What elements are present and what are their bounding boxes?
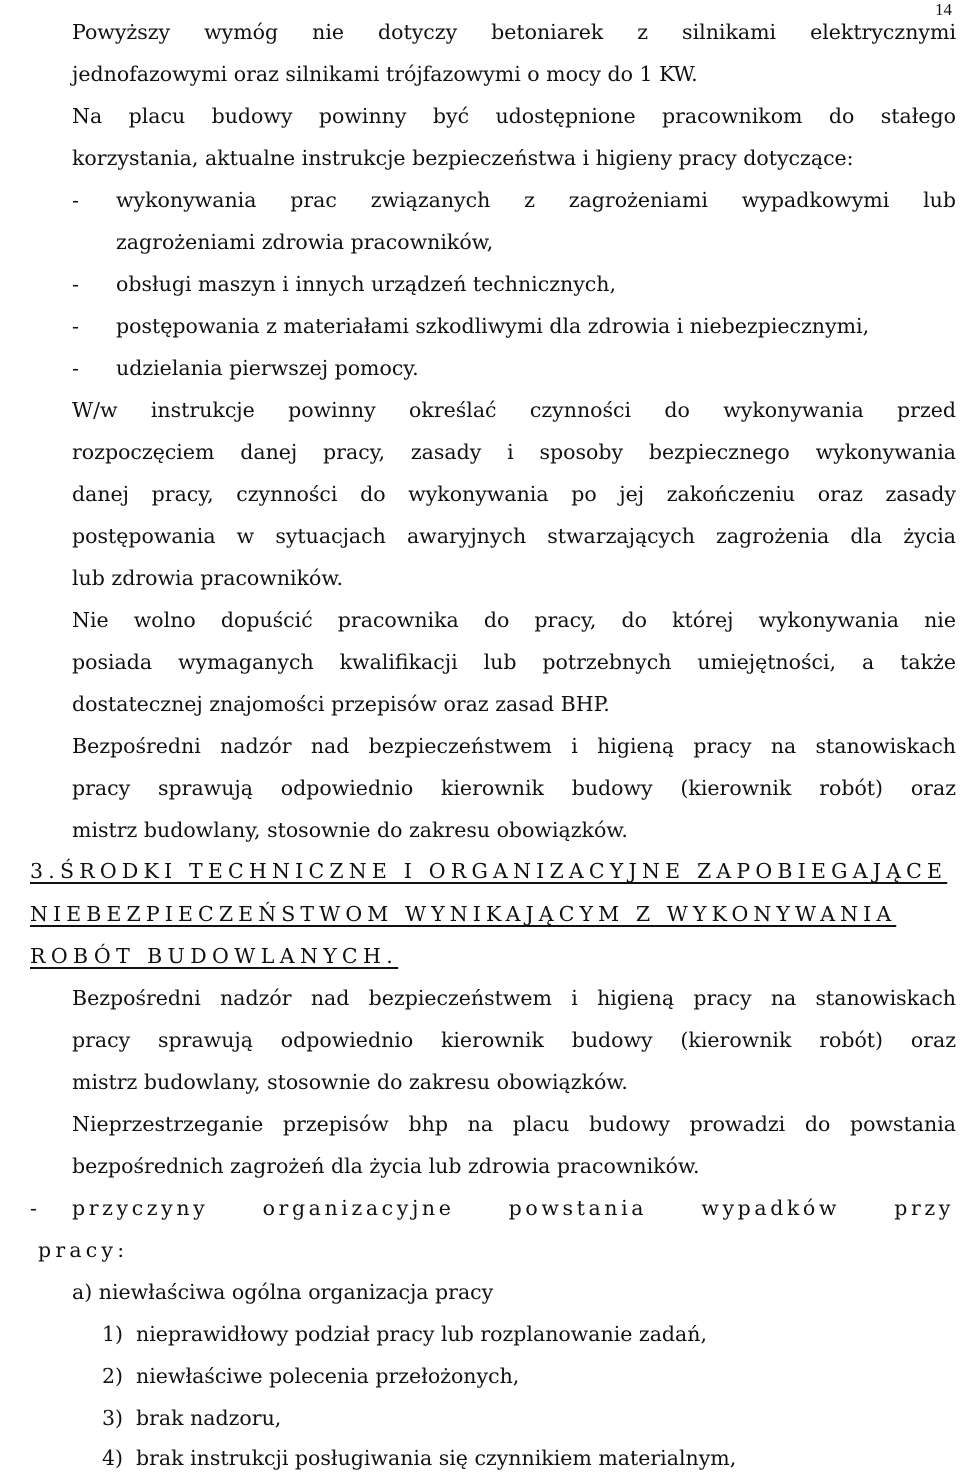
bullet-dash: - (72, 188, 79, 212)
paragraph-line: danej pracy, czynności do wykonywania po jej zakończeniu oraz zasady (72, 482, 956, 506)
bullet-text: zagrożeniami zdrowia pracowników, (116, 230, 494, 254)
paragraph-line: lub zdrowia pracowników. (72, 566, 343, 590)
causes-heading: pracy: (38, 1238, 129, 1262)
bullet-text: obsługi maszyn i innych urządzeń technicznych, (116, 272, 617, 296)
section-heading: NIEBEZPIECZEŃSTWOM WYNIKAJĄCYM Z WYKONYWANIA (30, 902, 897, 926)
bullet-dash: - (72, 356, 79, 380)
paragraph-line: Nie wolno dopuścić pracownika do pracy, do której wykonywania nie (72, 608, 956, 632)
list-item: niewłaściwe polecenia przełożonych, (136, 1364, 520, 1388)
list-item: brak instrukcji posługiwania się czynnikiem materialnym, (136, 1446, 737, 1470)
paragraph-line: pracy sprawują odpowiednio kierownik budowy (kierownik robót) oraz (72, 776, 956, 800)
paragraph-line: Powyższy wymóg nie dotyczy betoniarek z silnikami elektrycznymi (72, 20, 956, 44)
section-heading: 3.ŚRODKI TECHNICZNE I ORGANIZACYJNE ZAPOBIEGAJĄCE (30, 859, 948, 883)
list-item-number: 4) (102, 1446, 124, 1470)
section-heading: ROBÓT BUDOWLANYCH. (30, 944, 399, 968)
causes-dash: - (30, 1196, 37, 1220)
bullet-dash: - (72, 272, 79, 296)
bullet-text: postępowania z materiałami szkodliwymi dla zdrowia i niebezpiecznymi, (116, 314, 870, 338)
paragraph-line: korzystania, aktualne instrukcje bezpieczeństwa i higieny pracy dotyczące: (72, 146, 854, 170)
paragraph-line: postępowania w sytuacjach awaryjnych stwarzających zagrożenia dla życia (72, 524, 956, 548)
list-item: nieprawidłowy podział pracy lub rozplanowanie zadań, (136, 1322, 707, 1346)
paragraph-line: W/w instrukcje powinny określać czynności do wykonywania przed (72, 398, 956, 422)
page-number: 14 (935, 0, 952, 19)
bullet-dash: - (72, 314, 79, 338)
paragraph-line: pracy sprawują odpowiednio kierownik budowy (kierownik robót) oraz (72, 1028, 956, 1052)
paragraph-line: Nieprzestrzeganie przepisów bhp na placu budowy prowadzi do powstania (72, 1112, 956, 1136)
list-item-number: 3) (102, 1406, 124, 1430)
list-item: brak nadzoru, (136, 1406, 282, 1430)
bullet-text: udzielania pierwszej pomocy. (116, 356, 419, 380)
paragraph-line: mistrz budowlany, stosownie do zakresu obowiązków. (72, 1070, 628, 1094)
paragraph-line: bezpośrednich zagrożeń dla życia lub zdrowia pracowników. (72, 1154, 700, 1178)
paragraph-line: dostatecznej znajomości przepisów oraz zasad BHP. (72, 692, 610, 716)
paragraph-line: jednofazowymi oraz silnikami trójfazowymi o mocy do 1 KW. (72, 62, 698, 86)
paragraph-line: posiada wymaganych kwalifikacji lub potrzebnych umiejętności, a także (72, 650, 956, 674)
paragraph-line: mistrz budowlany, stosownie do zakresu obowiązków. (72, 818, 628, 842)
list-item: a) niewłaściwa ogólna organizacja pracy (72, 1280, 494, 1304)
list-item-number: 1) (102, 1322, 124, 1346)
paragraph-line: rozpoczęciem danej pracy, zasady i sposoby bezpiecznego wykonywania (72, 440, 956, 464)
list-item-number: 2) (102, 1364, 124, 1388)
causes-heading: przyczyny organizacyjne powstania wypadków przy (72, 1196, 954, 1220)
paragraph-line: Bezpośredni nadzór nad bezpieczeństwem i higieną pracy na stanowiskach (72, 986, 956, 1010)
bullet-text: wykonywania prac związanych z zagrożeniami wypadkowymi lub (116, 188, 956, 212)
paragraph-line: Na placu budowy powinny być udostępnione pracownikom do stałego (72, 104, 956, 128)
paragraph-line: Bezpośredni nadzór nad bezpieczeństwem i higieną pracy na stanowiskach (72, 734, 956, 758)
